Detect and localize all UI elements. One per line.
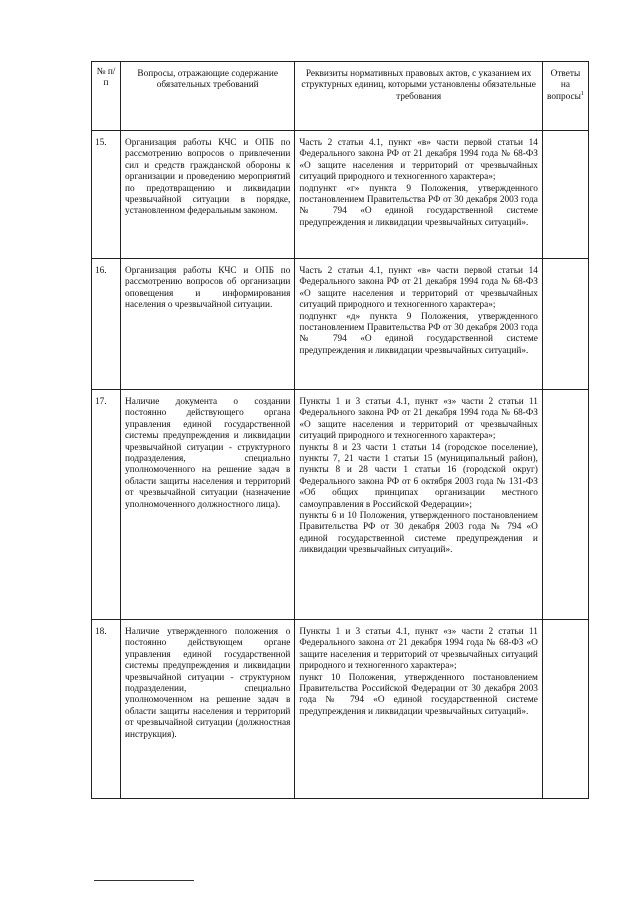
requisite-item: пункты 8 и 23 части 1 статьи 14 (городское поселение), пункты 7, 21 части 1 статьи 15 (муниципальный район), пункты 8 и 28 части 1 статьи 16 (городской округ) Федерального закона РФ от 6 октября 2003 года № 131-ФЗ «Об общих принципах организации местного самоуправления в Российской Федерации»; (299, 442, 538, 510)
footnote-separator (94, 880, 194, 881)
header-answers-text (543, 62, 588, 103)
table-row (92, 131, 589, 259)
header-answers-label: Ответы на вопросы (547, 69, 581, 102)
requisites-cell (295, 259, 542, 390)
table-header-row (92, 62, 589, 131)
question-cell (121, 390, 295, 620)
requisite-item: подпункт «д» пункта 9 Положения, утвержденного постановлением Правительства РФ от 30 декабря 2003 года № 794 «О единой государственной системе предупреждения и ликвидации чрезвычайных ситуаций». (299, 311, 538, 356)
table-row (92, 620, 589, 799)
answer-cell[interactable] (542, 620, 588, 799)
requisite-item: Часть 2 статьи 4.1, пункт «в» части первой статьи 14 Федерального закона РФ от 21 декабря 1994 года № 68-ФЗ «О защите населения и территорий от чрезвычайных ситуаций природного и техногенного характера»; (299, 138, 538, 183)
requisite-item: подпункт «г» пункта 9 Положения, утвержденного постановлением Правительства РФ от 30 декабря 2003 года № 794 «О единой государственной системе предупреждения и ликвидации чрезвычайных ситуаций». (299, 183, 538, 228)
answer-cell[interactable] (542, 131, 588, 259)
header-requisites (295, 62, 542, 131)
question-text: Наличие утвержденного положения о постоянно действующем органе управления единой государственной системы предупреждения и ликвидации чрезвычайной ситуации - структурном подразделении, специально уполномоченном на решение задач в области защиты населения и территорий от чрезвычайной ситуации (должностная инструкция). (125, 627, 291, 740)
answer-cell[interactable] (542, 390, 588, 620)
question-text: Наличие документа о создании постоянно действующего органа управления единой государственной системы предупреждения и ликвидации чрезвычайной ситуации - структурного подразделения, специально уполномоченного на решение задач в области защиты населения и территорий от чрезвычайной ситуации (назначение уполномоченного должностного лица). (125, 397, 291, 510)
requisites-text (295, 390, 541, 557)
requisites-text (295, 259, 541, 357)
requisites-cell (295, 131, 542, 259)
header-question (121, 62, 295, 131)
header-question-text: Вопросы, отражающие содержание обязательных требований (137, 69, 278, 91)
header-number-text: № п/п (96, 67, 116, 89)
question-text: Организация работы КЧС и ОПБ по рассмотрению вопросов об организации оповещения и информирования населения о чрезвычайной ситуации. (125, 266, 291, 311)
requisite-item: пункты 6 и 10 Положения, утвержденного постановлением Правительства РФ от 30 декабря 2003 года № 794 «О единой государственной системе предупреждения и ликвидации чрезвычайных ситуаций». (299, 511, 538, 556)
question-cell (121, 131, 295, 259)
requisites-text (295, 620, 541, 718)
requisite-item: Часть 2 статьи 4.1, пункт «в» части первой статьи 14 Федерального закона РФ от 21 декабря 1994 года № 68-ФЗ «О защите населения и территорий от чрезвычайных ситуаций природного и техногенного характера»; (299, 266, 538, 311)
requisites-cell (295, 620, 542, 799)
row-number-cell (92, 390, 121, 620)
row-number: 16. (95, 266, 107, 276)
row-number: 17. (95, 397, 107, 407)
requisite-item: Пункты 1 и 3 статьи 4.1, пункт «з» части 2 статьи 11 Федерального закона РФ от 21 декабря 1994 года № 68-ФЗ «О защите населения и территорий от чрезвычайных ситуаций природного и техногенного характера»; (299, 397, 538, 442)
question-cell (121, 259, 295, 390)
row-number: 15. (95, 138, 107, 148)
footnote-marker: 1 (580, 90, 584, 97)
row-number-cell (92, 131, 121, 259)
requisites-cell (295, 390, 542, 620)
question-cell (121, 620, 295, 799)
table-row (92, 259, 589, 390)
answer-cell[interactable] (542, 259, 588, 390)
requisites-text (295, 131, 541, 229)
header-answers (542, 62, 588, 131)
table-row (92, 390, 589, 620)
row-number-cell (92, 259, 121, 390)
header-number (92, 62, 121, 131)
question-text: Организация работы КЧС и ОПБ по рассмотрению вопросов о привлечении сил и средств гражданской обороны к организации и проведению мероприятий по предотвращению и ликвидации чрезвычайной ситуации в порядке, установленном федеральным законом. (125, 138, 291, 217)
header-requisites-text: Реквизиты нормативных правовых актов, с указанием их структурных единиц, которыми установлены обязательные требования (301, 69, 536, 102)
requirements-table (91, 61, 589, 799)
requisite-item: Пункты 1 и 3 статьи 4.1, пункт «з» части 2 статьи 11 Федерального закона от 21 декабря 1994 года № 68-ФЗ «О защите населения и территорий от чрезвычайных ситуаций природного и техногенного характера»; (299, 627, 538, 672)
row-number: 18. (95, 627, 107, 637)
requisite-item: пункт 10 Положения, утвержденного постановлением Правительства Российской Федерации от 30 декабря 2003 года № 794 «О единой государственной системе предупреждения и ликвидации чрезвычайных ситуаций». (299, 672, 538, 717)
row-number-cell (92, 620, 121, 799)
